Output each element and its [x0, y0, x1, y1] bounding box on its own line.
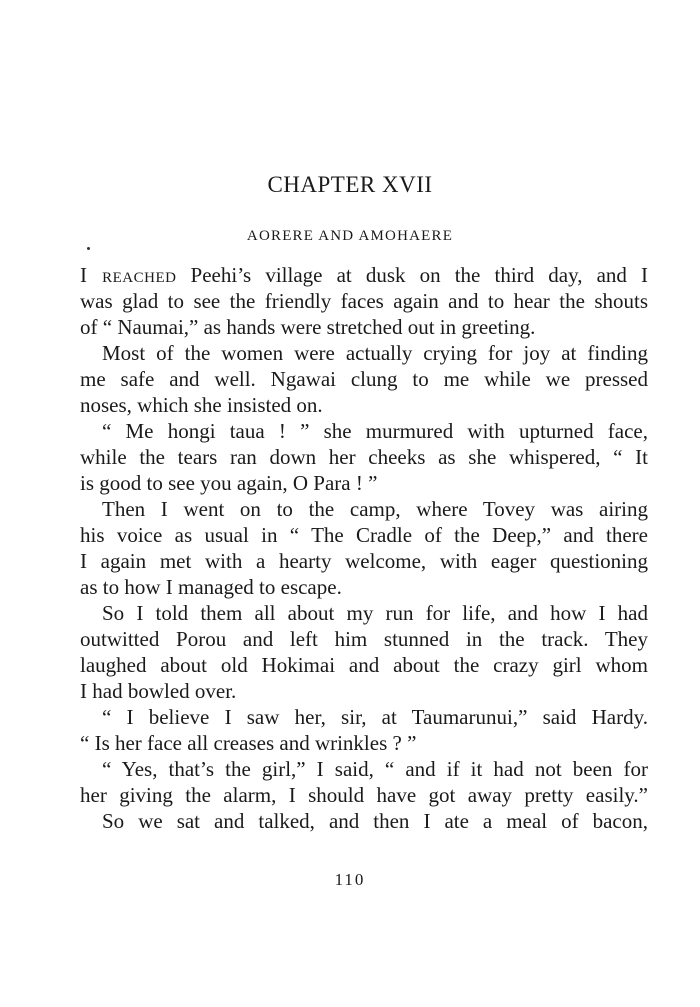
opening-line-rest: Peehi’s village at dusk on the third day, and I: [190, 263, 648, 287]
text-line: Then I went on to the camp, where Tovey was airing: [102, 497, 648, 521]
text-line: “ Me hongi taua ! ” she murmured with upturned face,: [102, 419, 648, 443]
chapter-subtitle: AORERE AND AMOHAERE: [246, 228, 454, 244]
text-line: as to how I managed to escape.: [80, 575, 342, 599]
text-line: “ Yes, that’s the girl,” I said, “ and if it had not been for: [102, 757, 648, 781]
text-line: I had bowled over.: [80, 679, 237, 703]
text-line: me safe and well. Ngawai clung to me while we pressed: [80, 367, 648, 391]
text-line: her giving the alarm, I should have got away pretty easily.”: [80, 783, 648, 807]
text-line: I again met with a hearty welcome, with eager questioning: [80, 549, 648, 573]
stray-ink-dot: [87, 247, 90, 250]
text-line: of “ Naumai,” as hands were stretched out in greeting.: [80, 315, 536, 339]
text-line: So we sat and talked, and then I ate a meal of bacon,: [102, 809, 648, 833]
text-line: was glad to see the friendly faces again and to hear the shouts: [80, 289, 648, 313]
text-line: So I told them all about my run for life, and how I had: [102, 601, 648, 625]
text-line: noses, which she insisted on.: [80, 393, 323, 417]
text-line: laughed about old Hokimai and about the crazy girl whom: [80, 653, 648, 677]
text-line: outwitted Porou and left him stunned in the track. They: [80, 627, 648, 651]
text-line: “ Is her face all creases and wrinkles ? ”: [80, 731, 417, 755]
text-line: his voice as usual in “ The Cradle of the Deep,” and there: [80, 523, 648, 547]
text-line: “ I believe I saw her, sir, at Taumarunui,” said Hardy.: [102, 705, 648, 729]
text-line: [80, 262, 648, 288]
chapter-title: CHAPTER XVII: [267, 172, 433, 197]
page-number: 110: [334, 870, 366, 889]
text-line: Most of the women were actually crying for joy at finding: [102, 341, 648, 365]
text-line: while the tears ran down her cheeks as she whispered, “ It: [80, 445, 648, 469]
opening-smallcaps: I reached: [80, 263, 177, 287]
text-line: is good to see you again, O Para ! ”: [80, 471, 378, 495]
